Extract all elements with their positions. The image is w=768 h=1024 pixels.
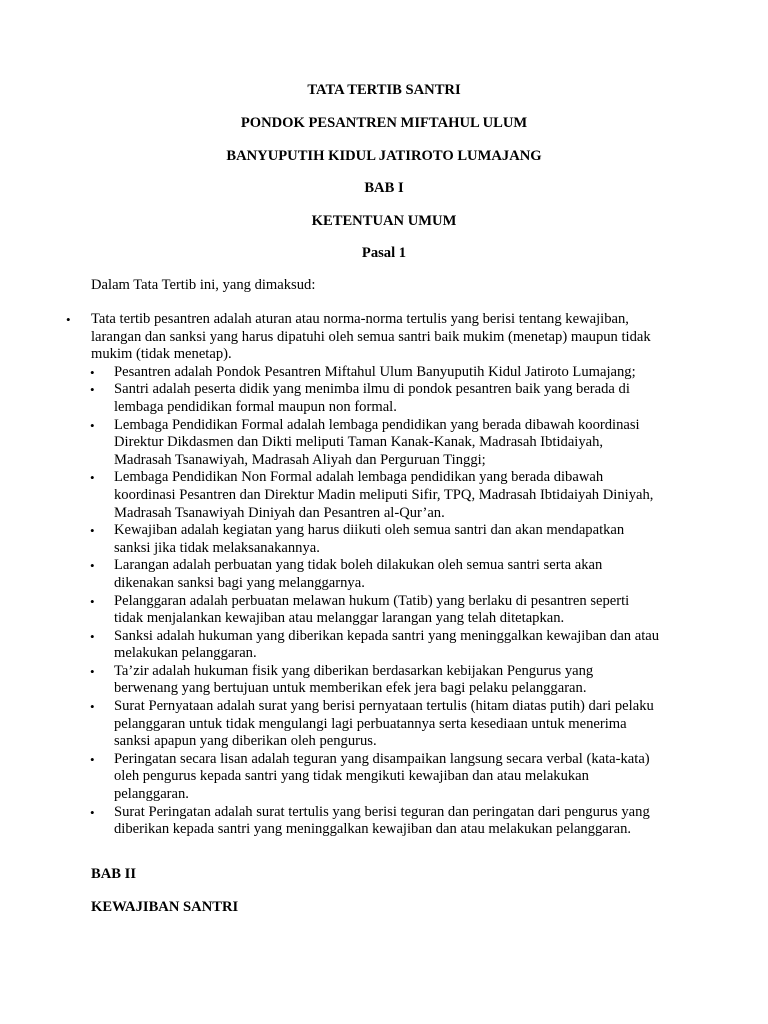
bullet-icon: • [66, 312, 71, 327]
list-item-line: Santri adalah peserta didik yang menimba ilmu di pondok pesantren baik yang berada di [114, 381, 630, 398]
institution-address: BANYUPUTIH KIDUL JATIROTO LUMAJANG [226, 148, 542, 164]
list-item-line: Lembaga Pendidikan Formal adalah lembaga pendidikan yang berada dibawah koordinasi [114, 416, 640, 433]
bullet-icon: • [90, 699, 95, 715]
chapter-heading: BAB I [364, 180, 404, 196]
list-item [0, 751, 684, 804]
institution-name: PONDOK PESANTREN MIFTAHUL ULUM [240, 115, 528, 131]
bullet-icon: • [90, 364, 95, 380]
list-item [0, 522, 684, 557]
intro-text: Dalam Tata Tertib ini, yang dimaksud: [91, 277, 316, 293]
bullet-icon: • [90, 523, 95, 539]
bullet-icon: • [90, 382, 95, 398]
bullet-icon: • [90, 558, 95, 574]
list-item-line: melakukan pelanggaran. [114, 645, 257, 662]
bullet-icon: • [90, 628, 95, 644]
list-item-line: sanksi jika tidak melaksanakannya. [114, 539, 320, 556]
list-item-line: mukim (tidak menetap). [91, 346, 232, 363]
list-item-line: koordinasi Pesantren dan Direktur Madin meliputi Sifir, TPQ, Madrasah Ibtidaiyah Diniyah, [114, 486, 654, 503]
list-item-line: lembaga pendidikan formal maupun non formal. [114, 398, 397, 415]
bullet-icon: • [90, 663, 95, 679]
list-item-line: Peringatan secara lisan adalah teguran yang disampaikan langsung secara verbal (kata-kata) [114, 750, 650, 767]
list-item-line: pelanggaran. [114, 786, 189, 803]
list-item [0, 364, 684, 382]
article-heading: Pasal 1 [361, 245, 407, 261]
list-item-line: Pelanggaran adalah perbuatan melawan hukum (Tatib) yang berlaku di pesantren seperti [114, 592, 630, 609]
document-title: TATA TERTIB SANTRI [307, 82, 461, 98]
list-item-line: Sanksi adalah hukuman yang diberikan kepada santri yang meninggalkan kewajiban dan atau [114, 627, 660, 644]
chapter-title: KETENTUAN UMUM [311, 213, 457, 229]
list-item-line: tidak menjalankan kewajiban atau melanggar larangan yang telah ditetapkan. [114, 610, 565, 627]
list-item-line: dikenakan sanksi bagi yang melanggarnya. [114, 574, 365, 591]
list-item [0, 417, 684, 470]
list-item [0, 469, 684, 522]
list-item [0, 593, 684, 628]
list-item [0, 698, 684, 751]
list-item-line: Kewajiban adalah kegiatan yang harus diikuti oleh semua santri dan akan mendapatkan [114, 522, 625, 539]
bullet-icon: • [90, 804, 95, 820]
list-item-line: Tata tertib pesantren adalah aturan atau norma-norma tertulis yang berisi tentang kewajiban, [91, 311, 629, 327]
list-item-line: Direktur Dikdasmen dan Dikti meliputi Taman Kanak-Kanak, Madrasah Ibtidaiyah, [114, 434, 604, 451]
list-item-main [0, 311, 678, 364]
next-chapter-title: KEWAJIBAN SANTRI [91, 899, 239, 915]
list-item-line: oleh pengurus kepada santri yang tidak mengikuti kewajiban dan atau melakukan [114, 768, 589, 785]
list-item-line: Ta’zir adalah hukuman fisik yang diberikan berdasarkan kebijakan Pengurus yang [114, 662, 594, 679]
list-item-line: diberikan kepada santri yang meninggalkan kewajiban dan atau melakukan pelanggaran. [114, 821, 632, 838]
list-item-line: pelanggaran untuk tidak mengulangi lagi perbuatannya serta kesediaan untuk menerima [114, 715, 627, 732]
list-item [0, 663, 684, 698]
bullet-icon: • [90, 417, 95, 433]
list-item-line: Pesantren adalah Pondok Pesantren Miftahul Ulum Banyuputih Kidul Jatiroto Lumajang; [114, 363, 636, 380]
list-item [0, 557, 684, 592]
next-chapter-heading: BAB II [91, 866, 137, 882]
list-item-line: sanksi apapun yang diberikan oleh pengurus. [114, 733, 377, 750]
list-item-line: Surat Peringatan adalah surat tertulis yang berisi teguran dan peringatan dari pengurus yang [114, 803, 650, 820]
definition-list [0, 311, 768, 839]
list-item [0, 804, 684, 839]
list-item-line: berwenang yang bertujuan untuk memberikan efek jera bagi pelaku pelanggaran. [114, 680, 587, 697]
list-item [0, 628, 684, 663]
bullet-icon: • [90, 593, 95, 609]
list-item-line: Lembaga Pendidikan Non Formal adalah lembaga pendidikan yang berada dibawah [114, 469, 604, 486]
list-item-line: larangan dan sanksi yang harus dipatuhi oleh semua santri baik mukim (menetap) maupun tidak [91, 328, 651, 345]
list-item-line: Larangan adalah perbuatan yang tidak boleh dilakukan oleh semua santri serta akan [114, 557, 603, 574]
list-item-line: Madrasah Tsanawiyah Diniyah dan Pesantren al-Qur’an. [114, 504, 445, 521]
bullet-icon: • [90, 751, 95, 767]
bullet-icon: • [90, 470, 95, 486]
list-item [0, 381, 684, 416]
list-item-line: Surat Pernyataan adalah surat yang berisi pernyataan tertulis (hitam diatas putih) dari pelaku [114, 698, 654, 715]
list-item-line: Madrasah Tsanawiyah, Madrasah Aliyah dan Perguruan Tinggi; [114, 451, 486, 468]
